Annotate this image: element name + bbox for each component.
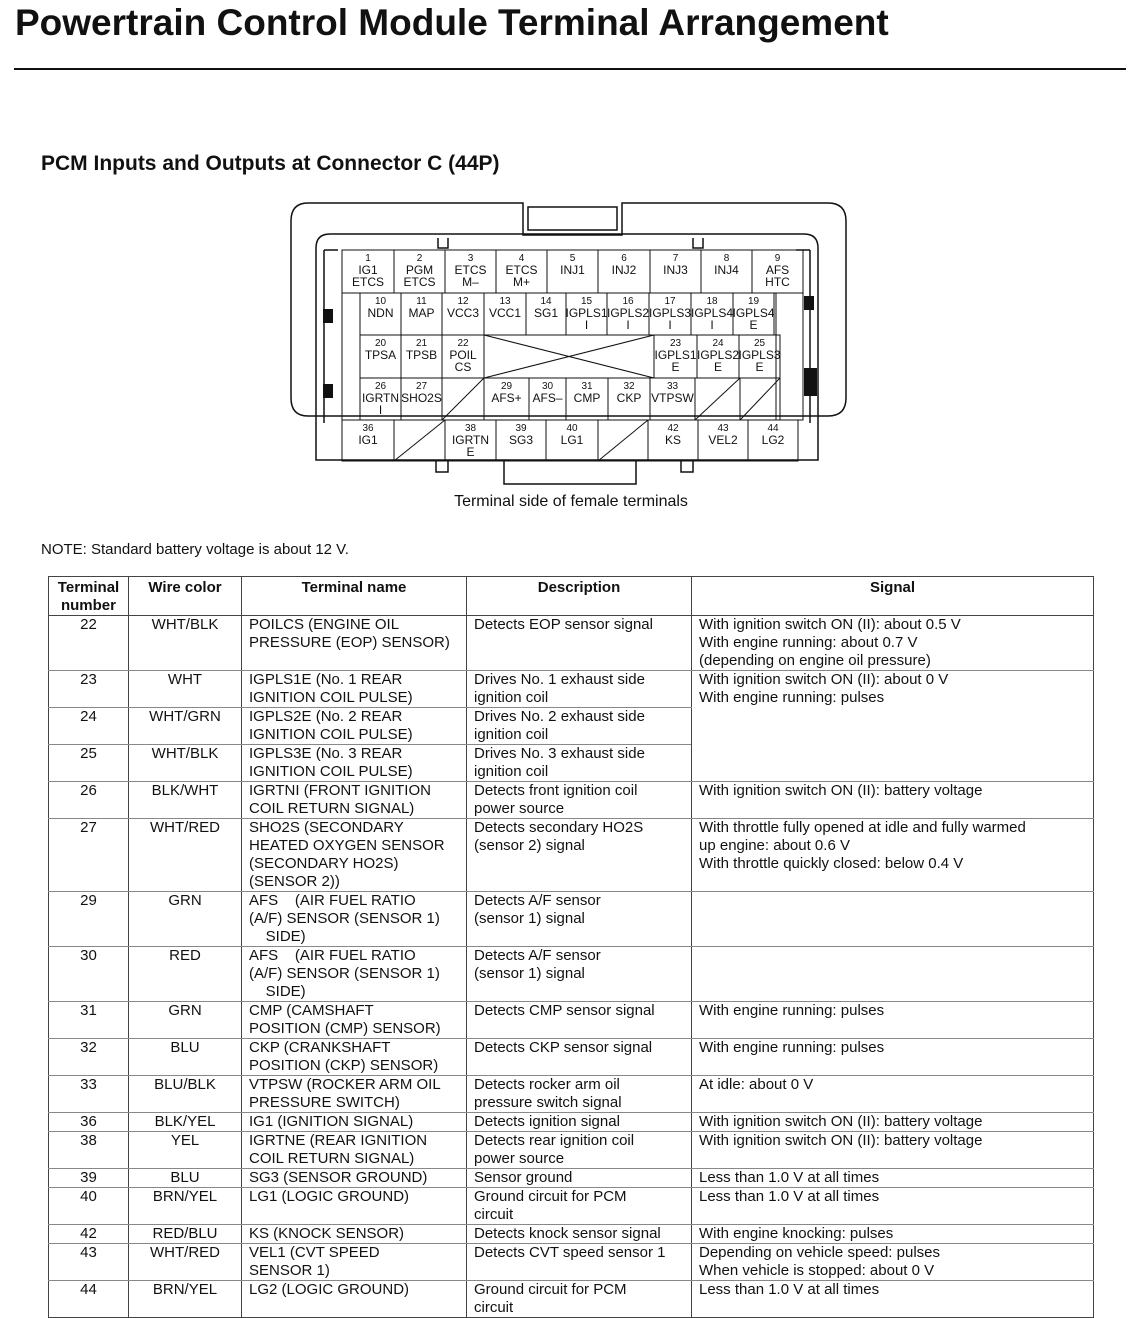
terminal-cell-label: ETCS (351, 275, 385, 289)
terminal-number: 22 (49, 616, 129, 671)
terminal-description: Detects CKP sensor signal (467, 1039, 692, 1076)
wire-color: BRN/YEL (129, 1188, 242, 1225)
terminal-cell-number: 4 (518, 253, 525, 264)
header-terminal-name: Terminal name (242, 577, 467, 616)
terminal-description: Detects CVT speed sensor 1 (467, 1244, 692, 1281)
terminal-cell-number: 5 (569, 253, 576, 264)
connector-top-key-left (438, 238, 448, 248)
wire-color: WHT/BLK (129, 745, 242, 782)
terminal-description: Ground circuit for PCM circuit (467, 1188, 692, 1225)
header-terminal-number: Terminal number (49, 577, 129, 616)
terminal-cell-label: VEL2 (708, 433, 738, 447)
terminal-cell-label: IGPLS1 (565, 306, 608, 320)
terminal-name: CMP (CAMSHAFT POSITION (CMP) SENSOR) (242, 1002, 467, 1039)
terminal-cell-label: SHO2S (401, 391, 442, 405)
terminal-cell-number: 29 (500, 381, 513, 392)
terminal-cell-label: E (713, 360, 723, 374)
terminal-cell-number: 32 (623, 381, 635, 392)
terminal-cell-label: TPSA (364, 348, 397, 362)
terminal-cell-label: IGPLS3 (738, 348, 781, 362)
terminal-cell-label: HTC (765, 275, 790, 289)
terminal-signal: With engine running: pulses (692, 1039, 1094, 1076)
terminal-number: 23 (49, 671, 129, 708)
wire-color: RED/BLU (129, 1225, 242, 1244)
table-row (49, 1076, 1094, 1113)
terminal-cell-label: SG3 (508, 433, 534, 447)
terminal-cell-label: INJ3 (663, 263, 688, 277)
connector-side-gap (342, 293, 360, 420)
terminal-name: AFS (AIR FUEL RATIO (A/F) SENSOR (SENSOR 1) SIDE) (242, 892, 467, 947)
terminal-signal: With ignition switch ON (II): about 0 V With engine running: pulses (692, 671, 1094, 782)
title-divider (14, 68, 1126, 70)
terminal-name: AFS (AIR FUEL RATIO (A/F) SENSOR (SENSOR 1) SIDE) (242, 947, 467, 1002)
terminal-cell-label: I (584, 318, 589, 332)
terminal-number: 32 (49, 1039, 129, 1076)
terminal-number: 44 (49, 1281, 129, 1318)
terminal-cell-label: CKP (616, 391, 642, 405)
terminal-cell-label: IGRTN (361, 391, 400, 405)
terminal-number: 25 (49, 745, 129, 782)
empty-cavity-slash (442, 378, 484, 420)
terminal-description: Detects knock sensor signal (467, 1225, 692, 1244)
terminal-cell-label: E (671, 360, 680, 374)
terminal-signal: With engine running: pulses (692, 1002, 1094, 1039)
table-row (49, 782, 1094, 819)
terminal-name: CKP (CRANKSHAFT POSITION (CKP) SENSOR) (242, 1039, 467, 1076)
table-row (49, 892, 1094, 947)
empty-cavity-slash (695, 378, 740, 420)
terminal-description: Drives No. 1 exhaust side ignition coil (467, 671, 692, 708)
table-row (49, 1169, 1094, 1188)
table-row (49, 1132, 1094, 1169)
table-row (49, 1281, 1094, 1318)
terminal-cell-label: E (755, 360, 764, 374)
wire-color: YEL (129, 1132, 242, 1169)
wire-color: BLK/YEL (129, 1113, 242, 1132)
terminal-name: IGRTNI (FRONT IGNITION COIL RETURN SIGNAL) (242, 782, 467, 819)
connector-polarity-mark (804, 296, 814, 310)
terminal-number: 39 (49, 1169, 129, 1188)
terminal-cell-label: IG1 (358, 263, 378, 277)
table-row (49, 671, 1094, 708)
terminal-description: Drives No. 3 exhaust side ignition coil (467, 745, 692, 782)
terminal-signal: With ignition switch ON (II): battery voltage (692, 1113, 1094, 1132)
header-description: Description (467, 577, 692, 616)
terminal-cell-number: 26 (374, 381, 387, 392)
terminal-cell-number: 13 (499, 296, 511, 307)
terminal-description: Detects A/F sensor (sensor 1) signal (467, 947, 692, 1002)
table-row (49, 1002, 1094, 1039)
terminal-cell-label: CS (454, 360, 472, 374)
table-row (49, 819, 1094, 892)
terminal-description: Detects EOP sensor signal (467, 616, 692, 671)
connector-polarity-mark (323, 384, 333, 398)
terminal-signal: Less than 1.0 V at all times (692, 1188, 1094, 1225)
terminal-signal: With ignition switch ON (II): battery voltage (692, 782, 1094, 819)
terminal-cell-number: 14 (540, 296, 552, 307)
terminal-signal: With ignition switch ON (II): battery voltage (692, 1132, 1094, 1169)
terminal-cell-label: SG1 (533, 306, 559, 320)
terminal-cell-number: 21 (415, 338, 428, 349)
terminal-name: VEL1 (CVT SPEED SENSOR 1) (242, 1244, 467, 1281)
connector-top-key-right (693, 238, 703, 248)
terminal-name: VTPSW (ROCKER ARM OIL PRESSURE SWITCH) (242, 1076, 467, 1113)
terminal-cell-label: INJ2 (611, 263, 637, 277)
terminal-cell-label: ETCS (505, 263, 538, 277)
terminal-cell-label: ETCS (403, 275, 436, 289)
table-row (49, 1039, 1094, 1076)
empty-cavity-slash (598, 420, 648, 461)
terminal-description: Detects front ignition coil power source (467, 782, 692, 819)
terminal-cell-label: IGRTN (451, 433, 490, 447)
terminal-cell-label: VTPSW (651, 391, 694, 405)
terminal-cell-label: E (466, 445, 475, 459)
table-row (49, 1225, 1094, 1244)
terminal-name: IGRTNE (REAR IGNITION COIL RETURN SIGNAL) (242, 1132, 467, 1169)
connector-latch (528, 207, 617, 230)
connector-polarity-mark (804, 368, 817, 396)
terminal-cell-number: 42 (667, 423, 679, 434)
terminal-name: IG1 (IGNITION SIGNAL) (242, 1113, 467, 1132)
terminal-cell-number: 9 (774, 253, 781, 264)
table-header-row (49, 577, 1094, 616)
terminal-signal: At idle: about 0 V (692, 1076, 1094, 1113)
connector-polarity-mark (323, 309, 333, 323)
terminal-description: Detects CMP sensor signal (467, 1002, 692, 1039)
terminal-cell-number: 23 (669, 338, 682, 349)
terminal-number: 29 (49, 892, 129, 947)
connector-diagram (286, 198, 852, 488)
terminal-cell-number: 44 (767, 423, 779, 434)
terminal-signal: Less than 1.0 V at all times (692, 1169, 1094, 1188)
terminal-name: IGPLS2E (No. 2 REAR IGNITION COIL PULSE) (242, 708, 467, 745)
header-signal: Signal (692, 577, 1094, 616)
terminal-cell-label: INJ1 (560, 263, 585, 277)
table-row (49, 1244, 1094, 1281)
terminal-number: 30 (49, 947, 129, 1002)
terminal-cell-label: IGPLS3 (648, 306, 692, 320)
terminal-number: 31 (49, 1002, 129, 1039)
terminal-cell-number: 15 (580, 296, 593, 307)
terminal-name: IGPLS1E (No. 1 REAR IGNITION COIL PULSE) (242, 671, 467, 708)
terminal-cell-label: AFS (765, 263, 790, 277)
header-wire-color: Wire color (129, 577, 242, 616)
terminal-cell-number: 18 (706, 296, 718, 307)
wire-color: BLK/WHT (129, 782, 242, 819)
terminal-cell-label: MAP (408, 306, 435, 320)
terminal-description: Ground circuit for PCM circuit (467, 1281, 692, 1318)
terminal-signal: Less than 1.0 V at all times (692, 1281, 1094, 1318)
terminal-name: LG1 (LOGIC GROUND) (242, 1188, 467, 1225)
terminal-cell-number: 2 (416, 253, 423, 264)
battery-voltage-note: NOTE: Standard battery voltage is about 12 V. (41, 541, 349, 558)
terminal-cell-number: 31 (581, 381, 593, 392)
wire-color: WHT/GRN (129, 708, 242, 745)
terminal-signal: With ignition switch ON (II): about 0.5 V With engine running: about 0.7 V (depending on engine oil pressure) (692, 616, 1094, 671)
terminal-signal: Depending on vehicle speed: pulses When vehicle is stopped: about 0 V (692, 1244, 1094, 1281)
terminal-cell-number: 11 (416, 296, 427, 307)
terminal-description: Sensor ground (467, 1169, 692, 1188)
section-title: PCM Inputs and Outputs at Connector C (44P) (41, 152, 500, 175)
terminal-number: 36 (49, 1113, 129, 1132)
terminal-cell-number: 27 (415, 381, 428, 392)
terminal-cell-number: 10 (374, 296, 387, 307)
terminal-cell-label: I (378, 403, 383, 417)
table-row (49, 947, 1094, 1002)
terminal-description: Detects ignition signal (467, 1113, 692, 1132)
terminal-cell-label: INJ4 (714, 263, 739, 277)
terminal-cell-number: 19 (747, 296, 760, 307)
terminal-cell-number: 12 (457, 296, 469, 307)
wire-color: BLU (129, 1169, 242, 1188)
wire-color: BLU/BLK (129, 1076, 242, 1113)
wire-color: WHT/BLK (129, 616, 242, 671)
terminal-cell-number: 16 (622, 296, 634, 307)
terminal-signal: With engine knocking: pulses (692, 1225, 1094, 1244)
wire-color: BRN/YEL (129, 1281, 242, 1318)
terminal-cell-label: I (710, 318, 714, 332)
connector-bottom-tab-center (504, 460, 636, 484)
table-row (49, 616, 1094, 671)
terminal-cell-number: 33 (666, 381, 679, 392)
terminal-cell-label: POIL (449, 348, 477, 362)
terminal-cell-label: CMP (573, 391, 601, 405)
terminal-description: Drives No. 2 exhaust side ignition coil (467, 708, 692, 745)
terminal-name: KS (KNOCK SENSOR) (242, 1225, 467, 1244)
terminal-cell-number: 25 (753, 338, 766, 349)
terminal-cell-label: IGPLS2 (696, 348, 740, 362)
terminal-number: 27 (49, 819, 129, 892)
terminal-number: 40 (49, 1188, 129, 1225)
terminal-cell-label: M+ (512, 275, 531, 289)
terminal-number: 38 (49, 1132, 129, 1169)
terminal-cell-label: AFS– (532, 391, 563, 405)
terminal-number: 26 (49, 782, 129, 819)
wire-color: GRN (129, 892, 242, 947)
terminal-name: IGPLS3E (No. 3 REAR IGNITION COIL PULSE) (242, 745, 467, 782)
terminal-cell-label: ETCS (454, 263, 487, 277)
terminal-cell-label: IGPLS1 (654, 348, 697, 362)
terminal-cell-label: E (749, 318, 758, 332)
connector-bottom-tab-right (681, 460, 693, 472)
terminal-cell-number: 3 (467, 253, 474, 264)
terminal-cell-label: IG1 (358, 433, 378, 447)
terminal-cell-label: LG2 (761, 433, 785, 447)
table-row (49, 1188, 1094, 1225)
terminal-cell-label: VCC1 (488, 306, 522, 320)
terminal-name: SHO2S (SECONDARY HEATED OXYGEN SENSOR (SECONDARY HO2S) (SENSOR 2)) (242, 819, 467, 892)
terminal-table (48, 576, 1094, 1318)
terminal-cell-number: 40 (566, 423, 578, 434)
connector-bottom-tab-left (436, 460, 448, 472)
terminal-number: 24 (49, 708, 129, 745)
terminal-cell-label: IGPLS4 (690, 306, 734, 320)
wire-color: WHT/RED (129, 1244, 242, 1281)
terminal-cell-number: 24 (712, 338, 724, 349)
terminal-cell-number: 36 (362, 423, 374, 434)
terminal-cell-label: IGPLS4 (732, 306, 775, 320)
table-row (49, 1113, 1094, 1132)
terminal-cell-number: 17 (664, 296, 676, 307)
terminal-number: 43 (49, 1244, 129, 1281)
wire-color: WHT (129, 671, 242, 708)
terminal-cell-number: 20 (374, 338, 387, 349)
diagram-caption: Terminal side of female terminals (454, 493, 688, 510)
terminal-cell-number: 6 (621, 253, 627, 264)
terminal-name: POILCS (ENGINE OIL PRESSURE (EOP) SENSOR) (242, 616, 467, 671)
wire-color: GRN (129, 1002, 242, 1039)
terminal-cell-number: 30 (541, 381, 554, 392)
empty-cavity-slash (740, 378, 780, 420)
terminal-cell-number: 22 (457, 338, 469, 349)
terminal-cell-label: I (626, 318, 630, 332)
terminal-number: 42 (49, 1225, 129, 1244)
terminal-description: Detects secondary HO2S (sensor 2) signal (467, 819, 692, 892)
terminal-cell-label: NDN (367, 306, 394, 320)
terminal-cell-label: LG1 (560, 433, 584, 447)
terminal-cell-label: TPSB (405, 348, 438, 362)
terminal-cell-label: IGPLS2 (606, 306, 650, 320)
terminal-cell-number: 39 (515, 423, 527, 434)
terminal-number: 33 (49, 1076, 129, 1113)
terminal-cell-number: 7 (672, 253, 679, 264)
terminal-cell-label: M– (462, 275, 479, 289)
terminal-cell-number: 43 (717, 423, 729, 434)
terminal-cell-label: I (668, 318, 672, 332)
terminal-cell-number: 38 (464, 423, 477, 434)
page-title: Powertrain Control Module Terminal Arrangement (15, 2, 889, 43)
wire-color: BLU (129, 1039, 242, 1076)
terminal-cell-number: 1 (365, 253, 371, 264)
terminal-name: LG2 (LOGIC GROUND) (242, 1281, 467, 1318)
terminal-cell-number: 8 (723, 253, 730, 264)
terminal-cell-label: AFS+ (491, 391, 522, 405)
terminal-cell-label: VCC3 (446, 306, 480, 320)
terminal-name: SG3 (SENSOR GROUND) (242, 1169, 467, 1188)
terminal-cell-label: KS (664, 433, 682, 447)
terminal-signal (692, 947, 1094, 1002)
terminal-signal: With throttle fully opened at idle and fully warmed up engine: about 0.6 V With throttle quickly closed: below 0.4 V (692, 819, 1094, 892)
terminal-cell-label: PGM (405, 263, 434, 277)
wire-color: RED (129, 947, 242, 1002)
terminal-description: Detects rocker arm oil pressure switch signal (467, 1076, 692, 1113)
wire-color: WHT/RED (129, 819, 242, 892)
terminal-signal (692, 892, 1094, 947)
terminal-description: Detects rear ignition coil power source (467, 1132, 692, 1169)
terminal-description: Detects A/F sensor (sensor 1) signal (467, 892, 692, 947)
empty-cavity-slash (394, 420, 445, 461)
